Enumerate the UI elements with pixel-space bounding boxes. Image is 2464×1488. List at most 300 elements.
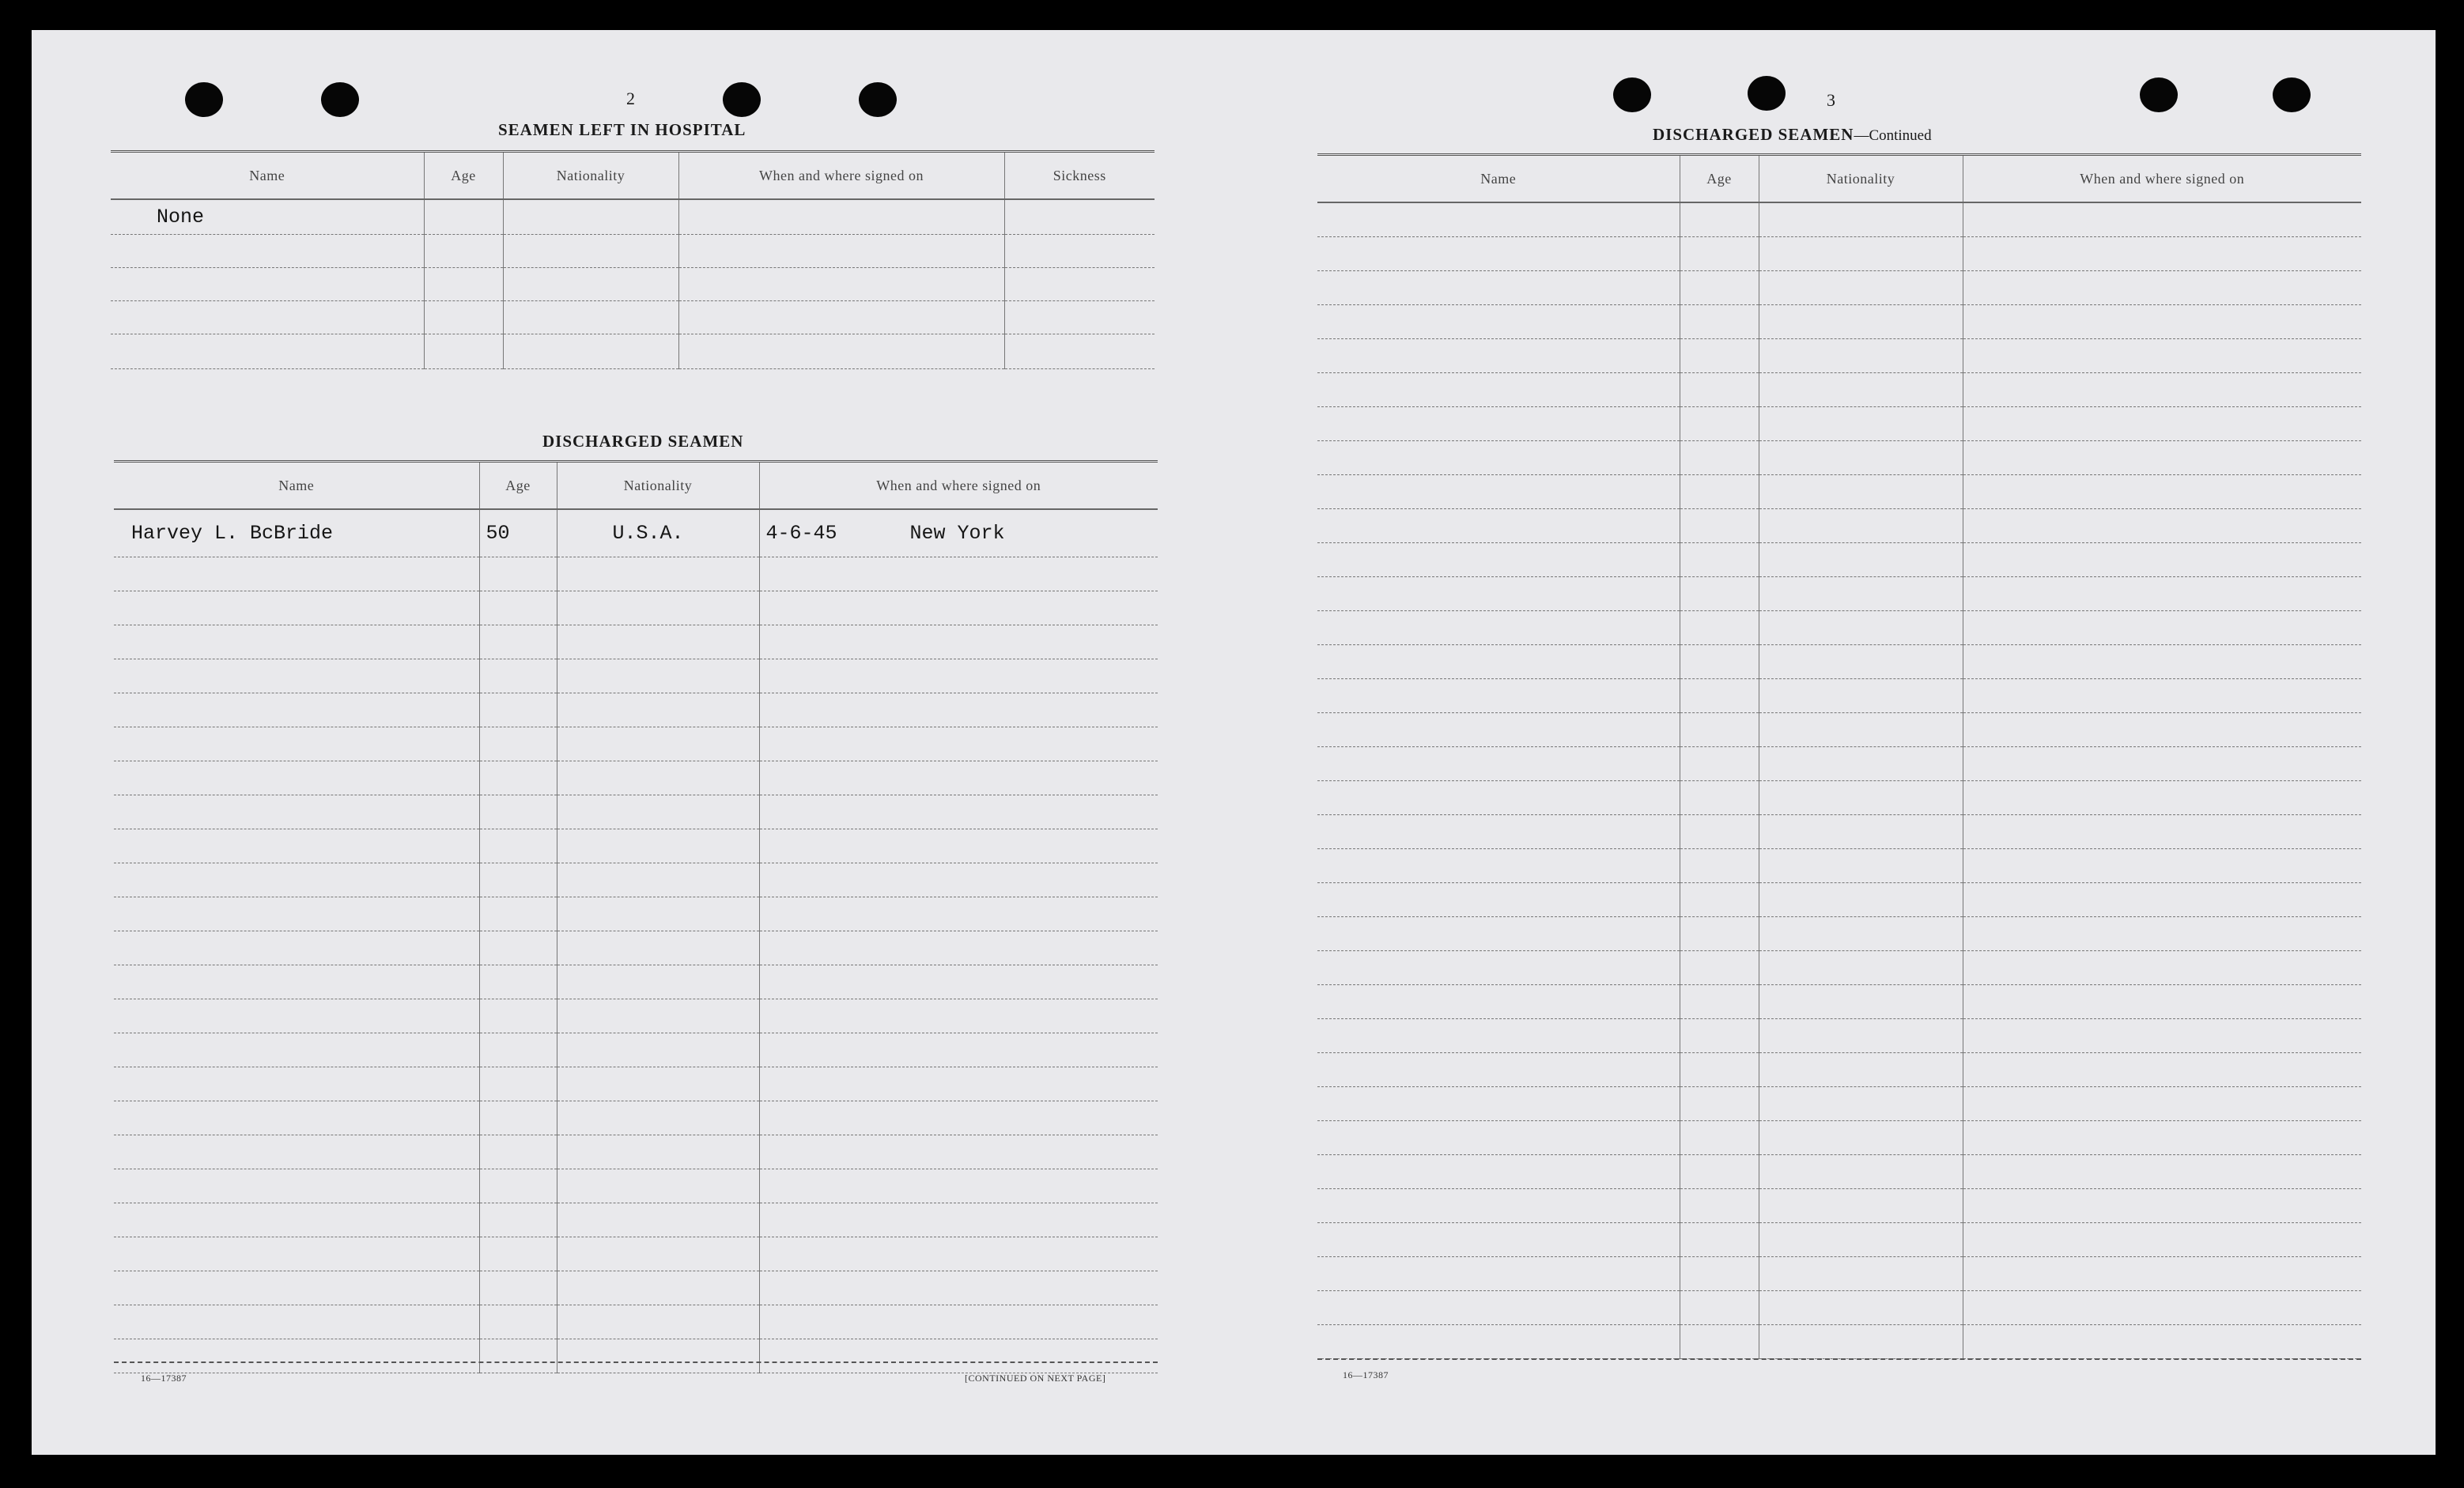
blank-cell <box>1963 712 2361 746</box>
blank-cell <box>1963 1086 2361 1120</box>
table-row <box>114 1067 1158 1101</box>
blank-cell <box>1759 338 1963 372</box>
discharged-table <box>114 460 1158 1373</box>
blank-cell <box>557 625 759 659</box>
blank-cell <box>114 557 479 591</box>
blank-cell <box>479 1339 557 1373</box>
sickness-cell <box>1004 267 1155 300</box>
blank-cell <box>1963 1154 2361 1188</box>
blank-cell <box>479 1305 557 1339</box>
name-cell: Harvey L. BcBride <box>114 509 479 557</box>
nationality-cell <box>503 199 678 234</box>
table-row <box>114 829 1158 863</box>
blank-cell <box>479 591 557 625</box>
blank-cell <box>1680 1256 1759 1290</box>
blank-cell <box>557 795 759 829</box>
blank-cell <box>1680 338 1759 372</box>
blank-cell <box>759 1033 1158 1067</box>
table-row <box>1317 372 2361 406</box>
blank-cell <box>1317 746 1680 780</box>
blank-cell <box>114 1135 479 1169</box>
blank-cell <box>759 829 1158 863</box>
table-row <box>111 267 1155 300</box>
table-row <box>1317 678 2361 712</box>
blank-cell <box>1317 440 1680 474</box>
form-number: 16—17387 <box>141 1373 187 1384</box>
table-row <box>114 1033 1158 1067</box>
signed-on-cell <box>678 234 1004 267</box>
blank-cell <box>557 829 759 863</box>
blank-cell <box>1963 406 2361 440</box>
blank-cell <box>479 659 557 693</box>
blank-cell <box>114 1271 479 1305</box>
blank-cell <box>1680 950 1759 984</box>
blank-cell <box>1963 270 2361 304</box>
blank-cell <box>1759 1052 1963 1086</box>
blank-cell <box>1759 1222 1963 1256</box>
blank-cell <box>1680 236 1759 270</box>
column-header: Age <box>424 152 503 200</box>
blank-cell <box>759 557 1158 591</box>
blank-cell <box>114 863 479 897</box>
discharged-continued-table <box>1317 153 2361 1359</box>
blank-cell <box>1963 508 2361 542</box>
blank-cell <box>1317 950 1680 984</box>
blank-cell <box>1680 678 1759 712</box>
punch-hole <box>1748 76 1786 111</box>
blank-cell <box>557 693 759 727</box>
blank-cell <box>1759 542 1963 576</box>
blank-cell <box>1759 678 1963 712</box>
blank-cell <box>114 1237 479 1271</box>
table-row <box>114 659 1158 693</box>
blank-cell <box>1317 916 1680 950</box>
table-row <box>114 1203 1158 1237</box>
blank-cell <box>1759 814 1963 848</box>
blank-cell <box>479 693 557 727</box>
table-row <box>114 931 1158 965</box>
blank-cell <box>1963 372 2361 406</box>
blank-cell <box>557 999 759 1033</box>
blank-cell <box>1680 1154 1759 1188</box>
blank-cell <box>479 727 557 761</box>
blank-cell <box>1680 406 1759 440</box>
table-row <box>114 897 1158 931</box>
blank-cell <box>1963 746 2361 780</box>
blank-cell <box>1317 1052 1680 1086</box>
blank-cell <box>1759 1086 1963 1120</box>
blank-cell <box>1963 814 2361 848</box>
blank-cell <box>759 727 1158 761</box>
blank-cell <box>1680 202 1759 236</box>
table-row <box>1317 950 2361 984</box>
blank-cell <box>759 625 1158 659</box>
blank-cell <box>1317 202 1680 236</box>
table-row <box>1317 882 2361 916</box>
blank-cell <box>1963 984 2361 1018</box>
table-row <box>1317 984 2361 1018</box>
blank-cell <box>1963 1256 2361 1290</box>
blank-cell <box>1963 848 2361 882</box>
blank-cell <box>557 897 759 931</box>
table-row <box>1317 542 2361 576</box>
blank-cell <box>1680 984 1759 1018</box>
blank-cell <box>1317 270 1680 304</box>
signed-on-cell <box>678 300 1004 334</box>
blank-cell <box>759 1305 1158 1339</box>
blank-cell <box>557 931 759 965</box>
column-header: Name <box>114 462 479 510</box>
table-row <box>1317 712 2361 746</box>
blank-cell <box>479 1169 557 1203</box>
table-row <box>1317 1222 2361 1256</box>
blank-cell <box>1680 916 1759 950</box>
blank-cell <box>1963 882 2361 916</box>
blank-cell <box>557 965 759 999</box>
table-row <box>1317 1086 2361 1120</box>
blank-cell <box>1759 746 1963 780</box>
blank-cell <box>1963 576 2361 610</box>
blank-cell <box>759 795 1158 829</box>
blank-cell <box>557 1169 759 1203</box>
blank-cell <box>479 557 557 591</box>
blank-cell <box>1963 202 2361 236</box>
blank-cell <box>759 1067 1158 1101</box>
blank-cell <box>1317 508 1680 542</box>
name-cell <box>111 300 424 334</box>
blank-cell <box>1680 1290 1759 1324</box>
blank-cell <box>1759 882 1963 916</box>
column-header: Nationality <box>1759 155 1963 203</box>
blank-cell <box>1963 1290 2361 1324</box>
blank-cell <box>114 1203 479 1237</box>
table-row <box>111 234 1155 267</box>
blank-cell <box>1963 1120 2361 1154</box>
blank-cell <box>1317 882 1680 916</box>
blank-cell <box>557 727 759 761</box>
blank-cell <box>557 1101 759 1135</box>
blank-cell <box>1680 644 1759 678</box>
blank-cell <box>1759 1018 1963 1052</box>
blank-cell <box>557 659 759 693</box>
punch-hole <box>2140 77 2178 112</box>
table-row <box>1317 406 2361 440</box>
table-row <box>114 509 1158 557</box>
blank-cell <box>479 1237 557 1271</box>
blank-cell <box>1680 440 1759 474</box>
table-row <box>114 761 1158 795</box>
blank-cell <box>114 1169 479 1203</box>
table-row <box>114 1305 1158 1339</box>
sickness-cell <box>1004 234 1155 267</box>
column-header: Nationality <box>557 462 759 510</box>
blank-cell <box>479 965 557 999</box>
blank-cell <box>1963 1188 2361 1222</box>
blank-cell <box>1680 882 1759 916</box>
blank-cell <box>759 1237 1158 1271</box>
blank-cell <box>1759 1120 1963 1154</box>
blank-cell <box>1680 1120 1759 1154</box>
blank-cell <box>1963 236 2361 270</box>
blank-cell <box>1963 678 2361 712</box>
blank-cell <box>759 1339 1158 1373</box>
nationality-cell <box>503 267 678 300</box>
table-row <box>1317 508 2361 542</box>
blank-cell <box>1759 984 1963 1018</box>
blank-cell <box>1680 1324 1759 1358</box>
blank-cell <box>1317 1120 1680 1154</box>
signed-on-cell <box>759 509 1158 557</box>
age-cell <box>424 334 503 368</box>
blank-cell <box>1963 474 2361 508</box>
sickness-cell <box>1004 300 1155 334</box>
table-row <box>1317 474 2361 508</box>
blank-cell <box>1963 610 2361 644</box>
nationality-cell: U.S.A. <box>557 509 759 557</box>
column-header: When and where signed on <box>759 462 1158 510</box>
blank-cell <box>114 999 479 1033</box>
table-row <box>114 693 1158 727</box>
discharged-section-title: DISCHARGED SEAMEN <box>542 432 744 451</box>
blank-cell <box>759 591 1158 625</box>
name-cell <box>111 334 424 368</box>
blank-cell <box>114 625 479 659</box>
table-row <box>114 625 1158 659</box>
blank-cell <box>1680 576 1759 610</box>
blank-cell <box>1759 644 1963 678</box>
table-row <box>1317 1324 2361 1358</box>
blank-cell <box>479 999 557 1033</box>
blank-cell <box>557 1203 759 1237</box>
blank-cell <box>114 659 479 693</box>
blank-cell <box>1759 236 1963 270</box>
blank-cell <box>1963 1052 2361 1086</box>
blank-cell <box>1963 440 2361 474</box>
column-header: Nationality <box>503 152 678 200</box>
blank-cell <box>1759 304 1963 338</box>
blank-cell <box>114 931 479 965</box>
blank-cell <box>1317 304 1680 338</box>
blank-cell <box>1759 406 1963 440</box>
blank-cell <box>114 829 479 863</box>
blank-cell <box>1680 848 1759 882</box>
blank-cell <box>479 863 557 897</box>
blank-cell <box>759 761 1158 795</box>
blank-cell <box>557 1339 759 1373</box>
blank-cell <box>1759 916 1963 950</box>
table-row <box>114 999 1158 1033</box>
blank-cell <box>114 965 479 999</box>
table-row <box>114 795 1158 829</box>
blank-cell <box>1680 610 1759 644</box>
blank-cell <box>557 1067 759 1101</box>
blank-cell <box>1759 610 1963 644</box>
blank-cell <box>1759 1324 1963 1358</box>
name-cell: None <box>111 199 424 234</box>
table-row <box>1317 814 2361 848</box>
age-cell <box>424 267 503 300</box>
signed-on-cell <box>678 334 1004 368</box>
column-header: When and where signed on <box>1963 155 2361 203</box>
blank-cell <box>1963 780 2361 814</box>
table-row <box>1317 270 2361 304</box>
blank-cell <box>114 1101 479 1135</box>
blank-cell <box>1963 950 2361 984</box>
table-row <box>1317 1188 2361 1222</box>
blank-cell <box>1680 712 1759 746</box>
page-number: 2 <box>626 89 635 108</box>
table-row <box>1317 780 2361 814</box>
signed-on-cell <box>678 267 1004 300</box>
blank-cell <box>1317 678 1680 712</box>
nationality-cell <box>503 334 678 368</box>
blank-cell <box>1963 304 2361 338</box>
sickness-cell <box>1004 199 1155 234</box>
blank-cell <box>1759 440 1963 474</box>
blank-cell <box>759 693 1158 727</box>
blank-cell <box>759 999 1158 1033</box>
blank-cell <box>759 931 1158 965</box>
table-row <box>114 591 1158 625</box>
table-row <box>114 965 1158 999</box>
blank-cell <box>557 1135 759 1169</box>
blank-cell <box>1759 1154 1963 1188</box>
column-header: Name <box>111 152 424 200</box>
blank-cell <box>1680 746 1759 780</box>
blank-cell <box>1759 1188 1963 1222</box>
blank-cell <box>1759 712 1963 746</box>
blank-cell <box>1317 1324 1680 1358</box>
table-row <box>1317 1290 2361 1324</box>
blank-cell <box>114 1033 479 1067</box>
blank-cell <box>1963 1018 2361 1052</box>
blank-cell <box>1680 1086 1759 1120</box>
table-row <box>1317 202 2361 236</box>
blank-cell <box>1680 508 1759 542</box>
column-header: Age <box>479 462 557 510</box>
table-row <box>114 727 1158 761</box>
blank-cell <box>1759 950 1963 984</box>
table-row <box>1317 236 2361 270</box>
blank-cell <box>557 761 759 795</box>
blank-cell <box>479 1203 557 1237</box>
blank-cell <box>479 1271 557 1305</box>
nationality-cell <box>503 234 678 267</box>
table-row <box>1317 576 2361 610</box>
table-row <box>1317 304 2361 338</box>
blank-cell <box>1317 236 1680 270</box>
page-bottom-rule <box>114 1361 1158 1363</box>
punch-hole <box>1613 77 1651 112</box>
blank-cell <box>1759 780 1963 814</box>
blank-cell <box>114 1067 479 1101</box>
blank-cell <box>1963 1324 2361 1358</box>
table-row <box>114 1135 1158 1169</box>
signed-on-cell <box>678 199 1004 234</box>
name-cell <box>111 267 424 300</box>
blank-cell <box>114 795 479 829</box>
age-cell: 50 <box>479 509 557 557</box>
blank-cell <box>557 1271 759 1305</box>
column-header: Age <box>1680 155 1759 203</box>
blank-cell <box>1680 814 1759 848</box>
blank-cell <box>1963 1222 2361 1256</box>
table-row <box>111 300 1155 334</box>
table-row <box>114 1339 1158 1373</box>
blank-cell <box>557 863 759 897</box>
blank-cell <box>479 829 557 863</box>
table-row <box>114 1169 1158 1203</box>
blank-cell <box>1963 644 2361 678</box>
blank-cell <box>759 659 1158 693</box>
blank-cell <box>479 761 557 795</box>
blank-cell <box>1317 1086 1680 1120</box>
blank-cell <box>1317 644 1680 678</box>
blank-cell <box>759 1169 1158 1203</box>
table-row <box>1317 1120 2361 1154</box>
table-row <box>1317 916 2361 950</box>
blank-cell <box>114 1339 479 1373</box>
blank-cell <box>1317 474 1680 508</box>
blank-cell <box>479 1067 557 1101</box>
blank-cell <box>1759 270 1963 304</box>
blank-cell <box>1759 474 1963 508</box>
blank-cell <box>759 863 1158 897</box>
blank-cell <box>1317 984 1680 1018</box>
blank-cell <box>479 625 557 659</box>
form-number: 16—17387 <box>1343 1369 1389 1380</box>
blank-cell <box>114 693 479 727</box>
table-row <box>1317 1052 2361 1086</box>
table-row <box>114 1101 1158 1135</box>
hospital-table <box>111 150 1155 369</box>
blank-cell <box>479 1101 557 1135</box>
table-row <box>111 334 1155 368</box>
blank-cell <box>1759 576 1963 610</box>
column-header: Name <box>1317 155 1680 203</box>
blank-cell <box>759 1101 1158 1135</box>
blank-cell <box>1317 1154 1680 1188</box>
nationality-cell <box>503 300 678 334</box>
blank-cell <box>1317 1222 1680 1256</box>
punch-hole <box>2273 77 2311 112</box>
sickness-cell <box>1004 334 1155 368</box>
blank-cell <box>479 1033 557 1067</box>
blank-cell <box>759 1135 1158 1169</box>
blank-cell <box>479 795 557 829</box>
table-row <box>114 557 1158 591</box>
name-cell <box>111 234 424 267</box>
blank-cell <box>1680 372 1759 406</box>
blank-cell <box>114 591 479 625</box>
record-sheet <box>32 30 2436 1455</box>
page-number: 3 <box>1827 90 1835 110</box>
blank-cell <box>759 1203 1158 1237</box>
punch-hole <box>185 82 223 117</box>
blank-cell <box>479 931 557 965</box>
blank-cell <box>1317 1290 1680 1324</box>
table-row <box>114 1271 1158 1305</box>
blank-cell <box>1680 1222 1759 1256</box>
blank-cell <box>557 1305 759 1339</box>
table-row <box>1317 1018 2361 1052</box>
table-row <box>1317 338 2361 372</box>
table-row <box>1317 610 2361 644</box>
table-row <box>1317 1154 2361 1188</box>
punch-hole <box>321 82 359 117</box>
blank-cell <box>1963 542 2361 576</box>
blank-cell <box>114 761 479 795</box>
